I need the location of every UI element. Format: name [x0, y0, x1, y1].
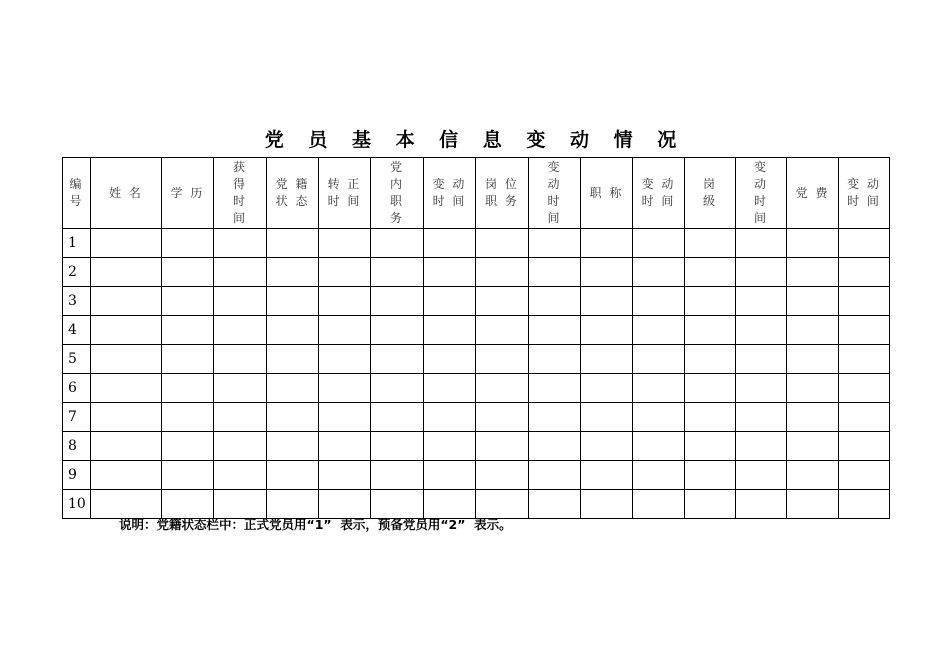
- table-cell: [424, 287, 476, 316]
- table-cell: [476, 229, 529, 258]
- table-row: [63, 345, 890, 374]
- table-row: [63, 316, 890, 345]
- column-header: 编 号: [63, 158, 91, 229]
- table-cell: [529, 287, 581, 316]
- table-cell: [581, 345, 633, 374]
- table-cell: [736, 345, 787, 374]
- table-cell: [633, 461, 685, 490]
- table-cell: [319, 287, 371, 316]
- table-cell: [267, 258, 319, 287]
- table-cell: [162, 229, 214, 258]
- table-cell: [267, 490, 319, 519]
- table-cell: [787, 432, 839, 461]
- table-cell: [476, 432, 529, 461]
- table-cell: [736, 374, 787, 403]
- table-cell: [787, 316, 839, 345]
- table-cell: [685, 374, 736, 403]
- table-cell: [476, 461, 529, 490]
- table-cell: [91, 258, 162, 287]
- table-cell: [162, 432, 214, 461]
- table-header-row: [63, 158, 890, 229]
- column-header: 党 内 职 务: [371, 158, 424, 229]
- table-cell: [581, 316, 633, 345]
- column-header: 党 费: [787, 158, 839, 229]
- table-cell: [839, 229, 890, 258]
- table-cell: [214, 287, 267, 316]
- table-cell: [787, 229, 839, 258]
- table-cell: [424, 403, 476, 432]
- row-number: 2: [63, 258, 91, 287]
- table-cell: [214, 490, 267, 519]
- table-cell: [685, 316, 736, 345]
- table-cell: [476, 490, 529, 519]
- table-cell: [371, 316, 424, 345]
- table-cell: [476, 374, 529, 403]
- column-header: 获 得 时 间: [214, 158, 267, 229]
- row-number: 8: [63, 432, 91, 461]
- table-cell: [91, 432, 162, 461]
- table-cell: [319, 229, 371, 258]
- table-cell: [162, 316, 214, 345]
- column-header: 变 动 时 间: [839, 158, 890, 229]
- table-cell: [529, 490, 581, 519]
- table-cell: [371, 490, 424, 519]
- table-cell: [529, 374, 581, 403]
- column-header: 岗 级: [685, 158, 736, 229]
- table-cell: [736, 490, 787, 519]
- column-header: 岗 位 职 务: [476, 158, 529, 229]
- table-cell: [581, 432, 633, 461]
- table-cell: [633, 432, 685, 461]
- row-number: 5: [63, 345, 91, 374]
- table-cell: [787, 461, 839, 490]
- column-header: 党 籍 状 态: [267, 158, 319, 229]
- page-title: 党 员 基 本 信 息 变 动 情 况: [264, 129, 686, 151]
- table-cell: [529, 229, 581, 258]
- table-cell: [839, 403, 890, 432]
- table-cell: [633, 345, 685, 374]
- table-cell: [839, 258, 890, 287]
- row-number: 10: [63, 490, 91, 519]
- table-cell: [685, 258, 736, 287]
- table-cell: [633, 316, 685, 345]
- table-cell: [319, 403, 371, 432]
- table-cell: [736, 432, 787, 461]
- table-cell: [839, 432, 890, 461]
- table-cell: [581, 287, 633, 316]
- table-cell: [91, 316, 162, 345]
- table-cell: [581, 403, 633, 432]
- table-cell: [214, 229, 267, 258]
- table-cell: [424, 258, 476, 287]
- table-cell: [633, 490, 685, 519]
- table-cell: [476, 403, 529, 432]
- table-cell: [839, 490, 890, 519]
- table-cell: [214, 374, 267, 403]
- table-row: [63, 490, 890, 519]
- table-cell: [162, 258, 214, 287]
- table-cell: [319, 461, 371, 490]
- table-cell: [787, 345, 839, 374]
- table-cell: [162, 461, 214, 490]
- table-cell: [839, 461, 890, 490]
- table-cell: [214, 316, 267, 345]
- table-cell: [267, 403, 319, 432]
- table-cell: [685, 229, 736, 258]
- column-header: 变 动 时 间: [424, 158, 476, 229]
- column-header: 学 历: [162, 158, 214, 229]
- table-cell: [736, 258, 787, 287]
- table-cell: [529, 432, 581, 461]
- table-cell: [162, 374, 214, 403]
- table-cell: [685, 403, 736, 432]
- table-cell: [371, 374, 424, 403]
- row-number: 1: [63, 229, 91, 258]
- table-cell: [214, 258, 267, 287]
- table-cell: [787, 374, 839, 403]
- table-cell: [787, 490, 839, 519]
- table-cell: [91, 374, 162, 403]
- table-cell: [267, 229, 319, 258]
- table-cell: [476, 345, 529, 374]
- table-cell: [162, 345, 214, 374]
- table-cell: [91, 345, 162, 374]
- table-cell: [424, 345, 476, 374]
- column-header: 变 动 时 间: [633, 158, 685, 229]
- table-cell: [267, 374, 319, 403]
- table-cell: [529, 461, 581, 490]
- table-cell: [736, 461, 787, 490]
- table-cell: [633, 229, 685, 258]
- table-cell: [839, 316, 890, 345]
- row-number: 6: [63, 374, 91, 403]
- table-cell: [214, 461, 267, 490]
- table-cell: [581, 229, 633, 258]
- table-cell: [267, 316, 319, 345]
- table-cell: [581, 258, 633, 287]
- table-cell: [267, 461, 319, 490]
- table-cell: [162, 287, 214, 316]
- table-row: [63, 258, 890, 287]
- table-cell: [424, 374, 476, 403]
- table-cell: [319, 432, 371, 461]
- table-cell: [633, 287, 685, 316]
- table-cell: [633, 374, 685, 403]
- table-cell: [476, 258, 529, 287]
- table-cell: [371, 287, 424, 316]
- table-cell: [633, 258, 685, 287]
- table-row: [63, 432, 890, 461]
- table-cell: [214, 345, 267, 374]
- table-cell: [685, 345, 736, 374]
- table-cell: [91, 229, 162, 258]
- table-cell: [91, 403, 162, 432]
- table-cell: [529, 258, 581, 287]
- table-cell: [371, 258, 424, 287]
- table-cell: [91, 461, 162, 490]
- table-cell: [162, 490, 214, 519]
- table-body: [63, 229, 890, 519]
- table-cell: [91, 490, 162, 519]
- column-header: 姓 名: [91, 158, 162, 229]
- table-cell: [685, 432, 736, 461]
- table-cell: [633, 403, 685, 432]
- column-header: 转 正 时 间: [319, 158, 371, 229]
- table-row: [63, 403, 890, 432]
- column-header: 变 动 时 间: [736, 158, 787, 229]
- table-cell: [839, 345, 890, 374]
- table-row: [63, 287, 890, 316]
- table-cell: [319, 258, 371, 287]
- row-number: 3: [63, 287, 91, 316]
- table-row: [63, 461, 890, 490]
- table-cell: [476, 316, 529, 345]
- table-cell: [685, 490, 736, 519]
- footnote: 说明：党籍状态栏中：正式党员用“1” 表示，预备党员用“2” 表示。: [119, 517, 512, 532]
- table-cell: [424, 490, 476, 519]
- table-cell: [787, 287, 839, 316]
- table-cell: [529, 345, 581, 374]
- table-cell: [371, 403, 424, 432]
- table-cell: [736, 287, 787, 316]
- table-cell: [685, 287, 736, 316]
- table-cell: [736, 316, 787, 345]
- table-cell: [581, 461, 633, 490]
- table-cell: [371, 345, 424, 374]
- table-cell: [319, 490, 371, 519]
- table-cell: [214, 432, 267, 461]
- table-cell: [371, 229, 424, 258]
- table-cell: [319, 345, 371, 374]
- table-cell: [267, 345, 319, 374]
- table-cell: [162, 403, 214, 432]
- column-header: 职 称: [581, 158, 633, 229]
- table-cell: [736, 403, 787, 432]
- table-row: [63, 229, 890, 258]
- table-cell: [529, 316, 581, 345]
- row-number: 4: [63, 316, 91, 345]
- member-info-table: [62, 157, 890, 519]
- row-number: 7: [63, 403, 91, 432]
- table-row: [63, 374, 890, 403]
- table-cell: [319, 316, 371, 345]
- table-cell: [424, 461, 476, 490]
- table-cell: [787, 403, 839, 432]
- table-cell: [371, 432, 424, 461]
- table-cell: [319, 374, 371, 403]
- table-cell: [581, 490, 633, 519]
- table-cell: [214, 403, 267, 432]
- table-cell: [581, 374, 633, 403]
- table-cell: [476, 287, 529, 316]
- table-cell: [424, 316, 476, 345]
- table-cell: [424, 432, 476, 461]
- column-header: 变 动 时 间: [529, 158, 581, 229]
- table-cell: [529, 403, 581, 432]
- table-cell: [91, 287, 162, 316]
- table-cell: [424, 229, 476, 258]
- table-cell: [787, 258, 839, 287]
- table-cell: [839, 374, 890, 403]
- table-cell: [736, 229, 787, 258]
- table-cell: [371, 461, 424, 490]
- table-cell: [267, 432, 319, 461]
- table-cell: [267, 287, 319, 316]
- row-number: 9: [63, 461, 91, 490]
- table-cell: [685, 461, 736, 490]
- table-cell: [839, 287, 890, 316]
